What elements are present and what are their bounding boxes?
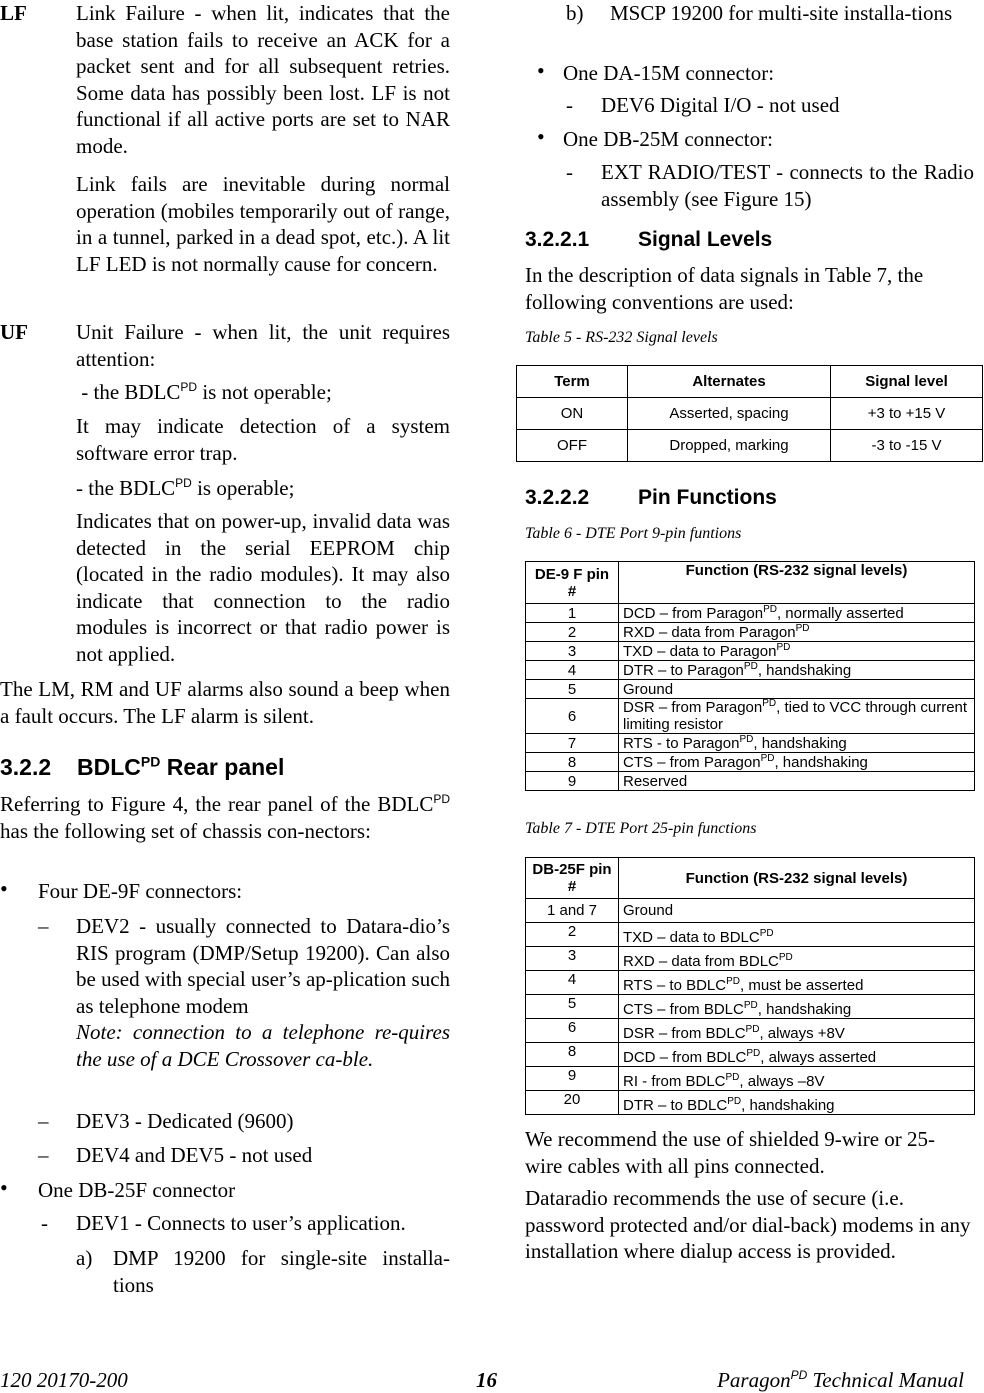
pin-function: DTR – to Paragon$^{PD}$, handshaking: [619, 661, 975, 680]
pin-number: 2: [526, 923, 619, 947]
table-row: [526, 971, 975, 995]
table-header: Function (RS-232 signal levels): [619, 858, 975, 899]
table-header: Term: [517, 366, 628, 398]
table-row: [526, 661, 975, 680]
table-row: [526, 1043, 975, 1067]
doc-number: 120 20170-200: [0, 1368, 128, 1392]
table-header: Alternates: [628, 366, 831, 398]
list-item-b: MSCP 19200 for multi-site installa-tions: [610, 1, 953, 25]
table-cell: +3 to +15 V: [831, 398, 983, 430]
section-title: $BDLC^{PD}$ Rear panel: [77, 753, 285, 780]
dash-icon: –: [38, 1143, 49, 1167]
pin-number: 20: [526, 1091, 619, 1115]
table-cell: OFF: [517, 430, 628, 462]
pin-number: 2: [526, 623, 619, 642]
pin-function: TXD – data to Paragon$^{PD}$: [619, 642, 975, 661]
uf-power-up: Indicates that on power-up, invalid data was detected in the serial EEPROM chip (located in the radio modules). It may also indicate that connection to the radio modules is incorrect or that radio power is not applied.: [76, 509, 450, 666]
pin-function: RTS - to Paragon$^{PD}$, handshaking: [619, 734, 975, 753]
pin-function: Ground: [619, 899, 975, 923]
dash-icon: -: [41, 1211, 48, 1235]
pin-number: 4: [526, 661, 619, 680]
pin-function: CTS – from Paragon$^{PD}$, handshaking: [619, 753, 975, 772]
table-cell: Asserted, spacing: [628, 398, 831, 430]
modems-paragraph: Dataradio recommends the use of secure (i.e. password protected and/or dial-back) modems in any installation where dialup access is provided.: [525, 1186, 971, 1263]
table-row: [526, 995, 975, 1019]
table-row: [526, 604, 975, 623]
table-row: [526, 1067, 975, 1091]
pin-functions-title: Pin Functions: [638, 486, 777, 509]
pin25-table: [525, 857, 975, 1115]
table-row: [526, 680, 975, 699]
bullet-db25f: One DB-25F connector: [38, 1178, 236, 1202]
pin9-table-body: [526, 604, 975, 791]
table-row: [526, 899, 975, 923]
table-row: [526, 734, 975, 753]
table-row: [526, 699, 975, 734]
pin-number: 8: [526, 1043, 619, 1067]
table-row: [526, 1091, 975, 1115]
pin-number: 5: [526, 995, 619, 1019]
pin-number: 9: [526, 1067, 619, 1091]
page-number: 16: [476, 1368, 497, 1392]
pin-function: DCD – from Paragon$^{PD}$, normally asserted: [619, 604, 975, 623]
pin-function: Ground: [619, 680, 975, 699]
uf-term: UF: [0, 320, 28, 344]
table-cell: Dropped, marking: [628, 430, 831, 462]
signal-intro: In the description of data signals in Table 7, the following conventions are used:: [525, 263, 924, 314]
table6-caption: Table 6 - DTE Port 9-pin funtions: [525, 525, 742, 542]
dev3-text: DEV3 - Dedicated (9600): [76, 1109, 294, 1133]
table-cell: -3 to -15 V: [831, 430, 983, 462]
dash-icon: -: [566, 160, 573, 184]
dev2-note: Note: connection to a telephone re-quires the use of a DCE Crossover ca-ble.: [76, 1020, 450, 1071]
pin-number: 5: [526, 680, 619, 699]
table-row: [526, 947, 975, 971]
section-number: 3.2.2: [0, 754, 52, 780]
signal-levels-number: 3.2.2.1: [525, 228, 590, 251]
dev2-text: DEV2 - usually connected to Datara-dio’s RIS program (DMP/Setup 19200). Can also be used with special user’s ap-plication such as telephone modem: [76, 914, 451, 1018]
pin-function: CTS – from $BDLC^{PD}$, handshaking: [619, 995, 975, 1019]
pin-function: RXD – data from $BDLC^{PD}$: [619, 947, 975, 971]
pin-number: 7: [526, 734, 619, 753]
dash-icon: -: [566, 93, 573, 117]
pin-function: DCD – from $BDLC^{PD}$, always asserted: [619, 1043, 975, 1067]
lf-note: Link fails are inevitable during normal operation (mobiles temporarily out of range, in a tunnel, parked in a dead spot, etc.). A lit LF LED is not normally cause for concern.: [76, 172, 450, 276]
pin-number: 4: [526, 971, 619, 995]
pin-number: 3: [526, 947, 619, 971]
pin-function: TXD – data to $BDLC^{PD}$: [619, 923, 975, 947]
table-header: DE-9 F pin #: [526, 562, 619, 604]
pin-function: DSR – from $BDLC^{PD}$, always +8V: [619, 1019, 975, 1043]
table-row: [526, 753, 975, 772]
pin-function: DTR – to $BDLC^{PD}$, handshaking: [619, 1091, 975, 1115]
table-row: [517, 430, 983, 462]
pin-number: 9: [526, 772, 619, 791]
pin-function: RXD – data from Paragon$^{PD}$: [619, 623, 975, 642]
bullet-db25m: One DB-25M connector:: [563, 127, 773, 151]
lf-term: LF: [0, 1, 27, 25]
pin25-table-body: [526, 899, 975, 1115]
dev6-text: DEV6 Digital I/O - not used: [601, 93, 840, 117]
bullet-icon: •: [537, 124, 545, 149]
uf-description: Unit Failure - when lit, the unit requires attention:: [76, 320, 450, 371]
dev1-text: DEV1 - Connects to user’s application.: [76, 1211, 406, 1235]
dev45-text: DEV4 and DEV5 - not used: [76, 1143, 313, 1167]
table-header: DB-25F pin #: [526, 858, 619, 899]
pin-number: 6: [526, 699, 619, 734]
alarms-paragraph: The LM, RM and UF alarms also sound a beep when a fault occurs. The LF alarm is silent.: [0, 677, 450, 728]
table-row: [526, 623, 975, 642]
ext-text: EXT RADIO/TEST - connects to the Radio assembly (see Figure 15): [601, 160, 974, 211]
pin-number: 3: [526, 642, 619, 661]
bullet-de9: Four DE-9F connectors:: [38, 879, 243, 903]
table-row: [526, 642, 975, 661]
table-row: [526, 1019, 975, 1043]
cables-paragraph: We recommend the use of shielded 9-wire or 25-wire cables with all pins connected.: [525, 1127, 936, 1178]
bullet-icon: •: [0, 1175, 8, 1200]
dash-icon: –: [38, 1109, 49, 1133]
rear-panel-intro: Referring to Figure 4, the rear panel of the $BDLC^{PD}$ has the following set of chassis con-nectors:: [0, 792, 450, 843]
dash-icon: –: [38, 914, 49, 938]
list-label-b: b): [566, 1, 584, 25]
uf-error-trap: It may indicate detection of a system software error trap.: [76, 414, 450, 465]
pin-number: 8: [526, 753, 619, 772]
table-row: [526, 923, 975, 947]
pin-number: 1 and 7: [526, 899, 619, 923]
table5-caption: Table 5 - RS-232 Signal levels: [525, 329, 718, 346]
table7-caption: Table 7 - DTE Port 25-pin functions: [525, 820, 757, 837]
pin-function: RI - from $BDLC^{PD}$, always –8V: [619, 1067, 975, 1091]
bullet-icon: •: [537, 58, 545, 83]
uf-operable: - the $BDLC^{PD}$ is operable;: [76, 476, 295, 500]
bullet-da15: One DA-15M connector:: [563, 61, 775, 85]
table-cell: ON: [517, 398, 628, 430]
pin-function: DSR – from Paragon$^{PD}$, tied to VCC through current limiting resistor: [619, 699, 975, 734]
signal-levels-table: [516, 365, 983, 462]
lf-description: Link Failure - when lit, indicates that the base station fails to receive an ACK for a packet sent and for all subsequent retries. Some data has possibly been lost. LF is not functional if all active ports are set to NAR mode.: [76, 1, 450, 158]
pin-function: RTS – to $BDLC^{PD}$, must be asserted: [619, 971, 975, 995]
pin-function: Reserved: [619, 772, 975, 791]
list-label-a: a): [76, 1246, 93, 1270]
table-header: Signal level: [831, 366, 983, 398]
signal-levels-title: Signal Levels: [638, 228, 773, 251]
uf-not-operable: - the $BDLC^{PD}$ is not operable;: [76, 380, 332, 404]
bullet-icon: •: [0, 876, 8, 901]
table-row: [517, 398, 983, 430]
pin-number: 6: [526, 1019, 619, 1043]
pin9-table: [525, 561, 975, 791]
pin-number: 1: [526, 604, 619, 623]
table-header: Function (RS-232 signal levels): [619, 562, 975, 604]
list-item-a: DMP 19200 for single-site installa-tions: [113, 1246, 450, 1297]
pin-functions-number: 3.2.2.2: [525, 486, 590, 509]
manual-title: Paragon$^{PD}$ Technical Manual: [717, 1368, 964, 1392]
table-row: [526, 772, 975, 791]
